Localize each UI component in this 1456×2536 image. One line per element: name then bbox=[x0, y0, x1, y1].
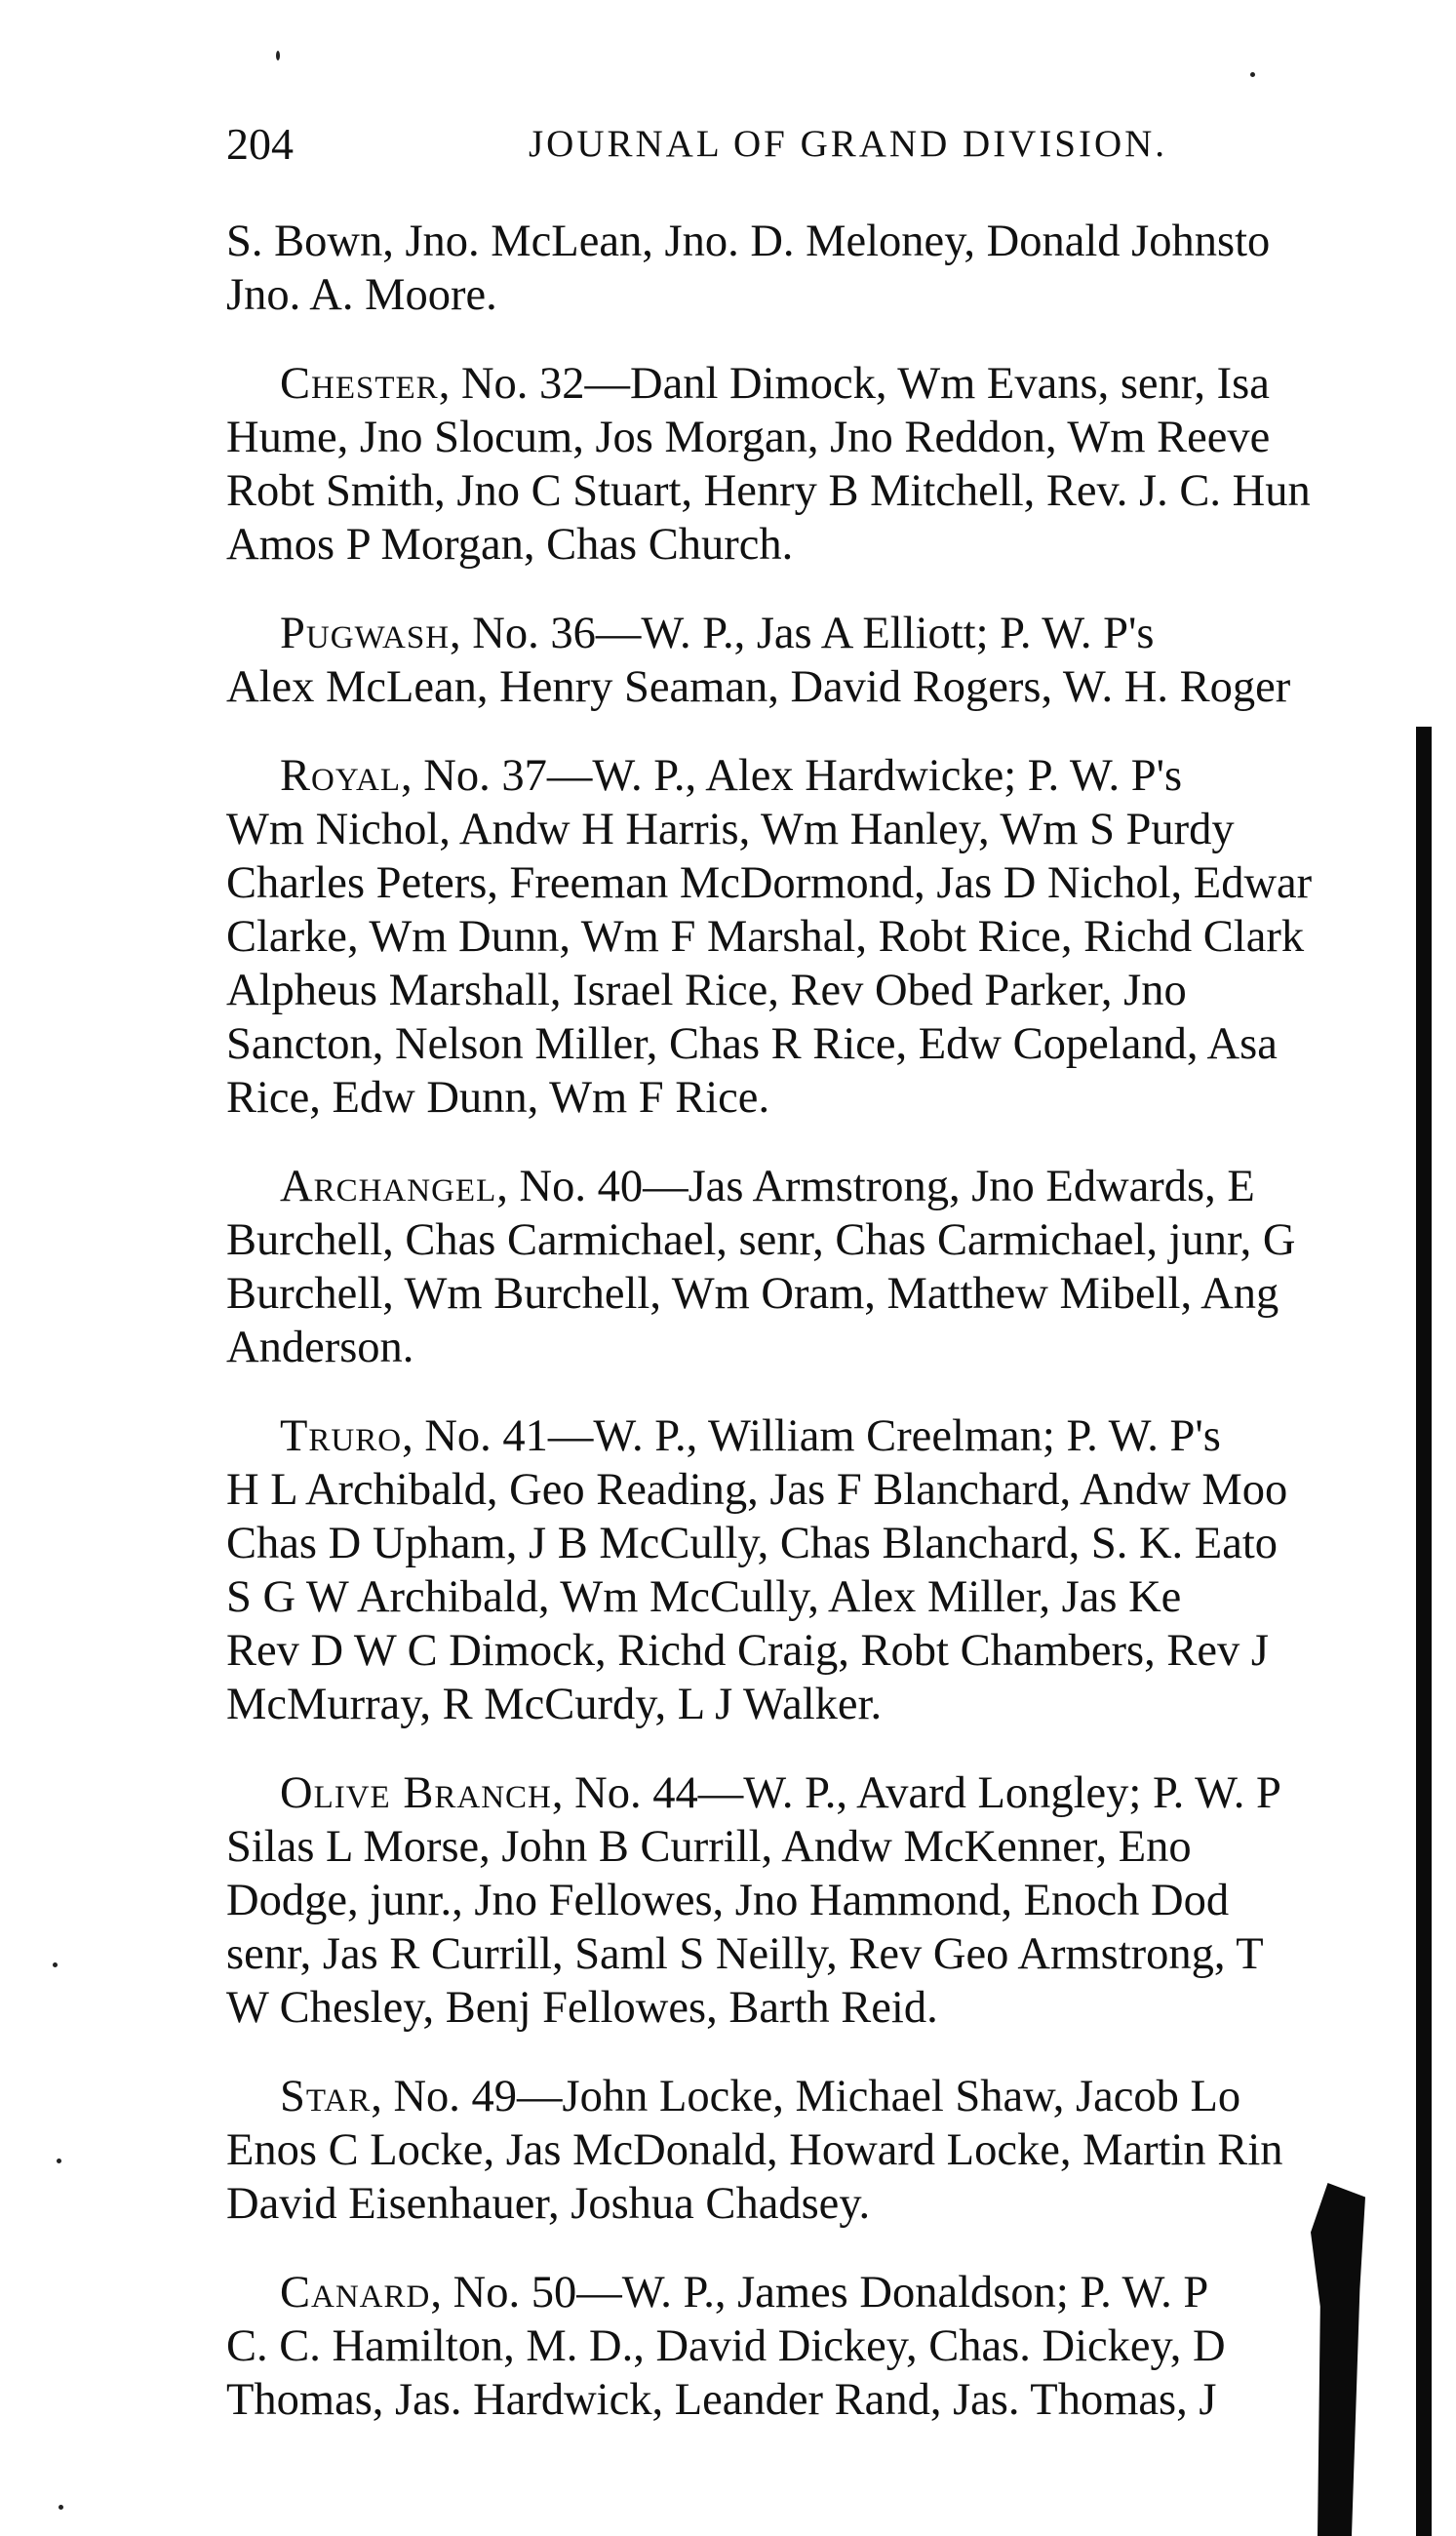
division-entry-truro bbox=[226, 1409, 1445, 1731]
division-entry-canard bbox=[226, 2266, 1445, 2427]
entry-line: Clarke, Wm Dunn, Wm F Marshal, Robt Rice, Richd Clark bbox=[226, 912, 1305, 962]
entry-line: Amos P Morgan, Chas Church. bbox=[226, 520, 794, 570]
entry-line: Jno. A. Moore. bbox=[226, 270, 497, 320]
entry-line-rest: , No. 37—W. P., Alex Hardwicke; P. W. P's bbox=[401, 751, 1183, 801]
entry-line: W Chesley, Benj Fellowes, Barth Reid. bbox=[226, 1983, 938, 2033]
entry-line: Dodge, junr., Jno Fellowes, Jno Hammond, Enoch Dod bbox=[226, 1876, 1230, 1925]
division-entry-royal bbox=[226, 749, 1445, 1125]
entry-line: S G W Archibald, Wm McCully, Alex Miller, Jas Ke bbox=[226, 1572, 1182, 1622]
entry-line: Silas L Morse, John B Currill, Andw McKenner, Eno bbox=[226, 1822, 1192, 1872]
entry-line: Wm Nichol, Andw H Harris, Wm Hanley, Wm S Purdy bbox=[226, 805, 1235, 854]
entry-line: H L Archibald, Geo Reading, Jas F Blanchard, Andw Moo bbox=[226, 1465, 1288, 1515]
entry-line: Robt Smith, Jno C Stuart, Henry B Mitchell, Rev. J. C. Hun bbox=[226, 466, 1311, 516]
entry-line: Alpheus Marshall, Israel Rice, Rev Obed Parker, Jno bbox=[226, 966, 1187, 1015]
entry-line: Charles Peters, Freeman McDormond, Jas D Nichol, Edwar bbox=[226, 858, 1313, 908]
scan-speck bbox=[1250, 72, 1255, 77]
division-name: Archangel bbox=[280, 1162, 497, 1211]
entry-line: Burchell, Wm Burchell, Wm Oram, Matthew Mibell, Ang bbox=[226, 1269, 1279, 1319]
division-entry-archangel bbox=[226, 1160, 1445, 1374]
entry-first-line bbox=[226, 1409, 1445, 1463]
entry-line-rest: , No. 40—Jas Armstrong, Jno Edwards, E bbox=[496, 1162, 1255, 1211]
entry-line-rest: , No. 32—Danl Dimock, Wm Evans, senr, Isa bbox=[438, 359, 1270, 409]
entry-line: Burchell, Chas Carmichael, senr, Chas Carmichael, junr, G bbox=[226, 1215, 1296, 1265]
entry-line: Alex McLean, Henry Seaman, David Rogers, W. H. Roger bbox=[226, 662, 1291, 712]
entry-line-rest: , No. 36—W. P., Jas A Elliott; P. W. P's bbox=[450, 609, 1155, 658]
entry-line-rest: , No. 41—W. P., William Creelman; P. W. P's bbox=[402, 1411, 1221, 1461]
division-entry-pugwash bbox=[226, 607, 1445, 714]
entry-line: Anderson. bbox=[226, 1323, 414, 1372]
division-name: Chester bbox=[280, 359, 439, 409]
division-entry-chester bbox=[226, 357, 1445, 572]
scan-speck bbox=[53, 1962, 58, 1967]
running-head: JOURNAL OF GRAND DIVISION. bbox=[529, 123, 1168, 165]
division-name: Royal bbox=[280, 751, 402, 801]
entry-line: Hume, Jno Slocum, Jos Morgan, Jno Reddon, Wm Reeve bbox=[226, 413, 1271, 462]
entry-first-line bbox=[226, 2266, 1445, 2319]
entry-line: C. C. Hamilton, M. D., David Dickey, Chas. Dickey, D bbox=[226, 2321, 1226, 2371]
division-entry-star bbox=[226, 2070, 1445, 2231]
entry-first-line bbox=[226, 607, 1445, 660]
entry-line-rest: , No. 44—W. P., Avard Longley; P. W. P bbox=[551, 1768, 1281, 1818]
page-header bbox=[226, 115, 1240, 183]
entry-line: Rev D W C Dimock, Richd Craig, Robt Chambers, Rev J bbox=[226, 1626, 1270, 1676]
entry-line: Sancton, Nelson Miller, Chas R Rice, Edw Copeland, Asa bbox=[226, 1019, 1278, 1069]
entry-line: Chas D Upham, J B McCully, Chas Blanchard, S. K. Eato bbox=[226, 1519, 1279, 1568]
entry-line: S. Bown, Jno. McLean, Jno. D. Meloney, Donald Johnsto bbox=[226, 217, 1271, 266]
entry-first-line bbox=[226, 1766, 1445, 1820]
entry-line: David Eisenhauer, Joshua Chadsey. bbox=[226, 2179, 871, 2229]
division-name: Canard bbox=[280, 2268, 431, 2318]
entry-first-line bbox=[226, 2070, 1445, 2123]
division-list bbox=[226, 215, 1445, 2462]
division-name: Truro bbox=[280, 1411, 403, 1461]
entry-first-line bbox=[226, 357, 1445, 411]
entry-line-rest: , No. 50—W. P., James Donaldson; P. W. P bbox=[430, 2268, 1209, 2318]
division-entry bbox=[226, 215, 1445, 322]
entry-line-rest: , No. 49—John Locke, Michael Shaw, Jacob Lo bbox=[371, 2072, 1241, 2121]
entry-line: senr, Jas R Currill, Saml S Neilly, Rev Geo Armstrong, T bbox=[226, 1929, 1264, 1979]
entry-line: Rice, Edw Dunn, Wm F Rice. bbox=[226, 1073, 770, 1123]
entry-first-line bbox=[226, 1160, 1445, 1213]
binding-edge-shadow bbox=[1416, 727, 1432, 2536]
entry-first-line bbox=[226, 749, 1445, 803]
division-entry-olive-branch bbox=[226, 1766, 1445, 2035]
entry-line: Thomas, Jas. Hardwick, Leander Rand, Jas. Thomas, J bbox=[226, 2375, 1217, 2425]
division-name: Star bbox=[280, 2072, 372, 2121]
division-name: Pugwash bbox=[280, 609, 451, 658]
page-number: 204 bbox=[226, 119, 294, 169]
scan-speck bbox=[59, 2505, 63, 2510]
scan-speck bbox=[57, 2159, 61, 2163]
division-name: Olive Branch bbox=[280, 1768, 552, 1818]
entry-line: McMurray, R McCurdy, L J Walker. bbox=[226, 1680, 883, 1729]
scan-speck bbox=[276, 51, 280, 60]
entry-line: Enos C Locke, Jas McDonald, Howard Locke, Martin Rin bbox=[226, 2125, 1283, 2175]
